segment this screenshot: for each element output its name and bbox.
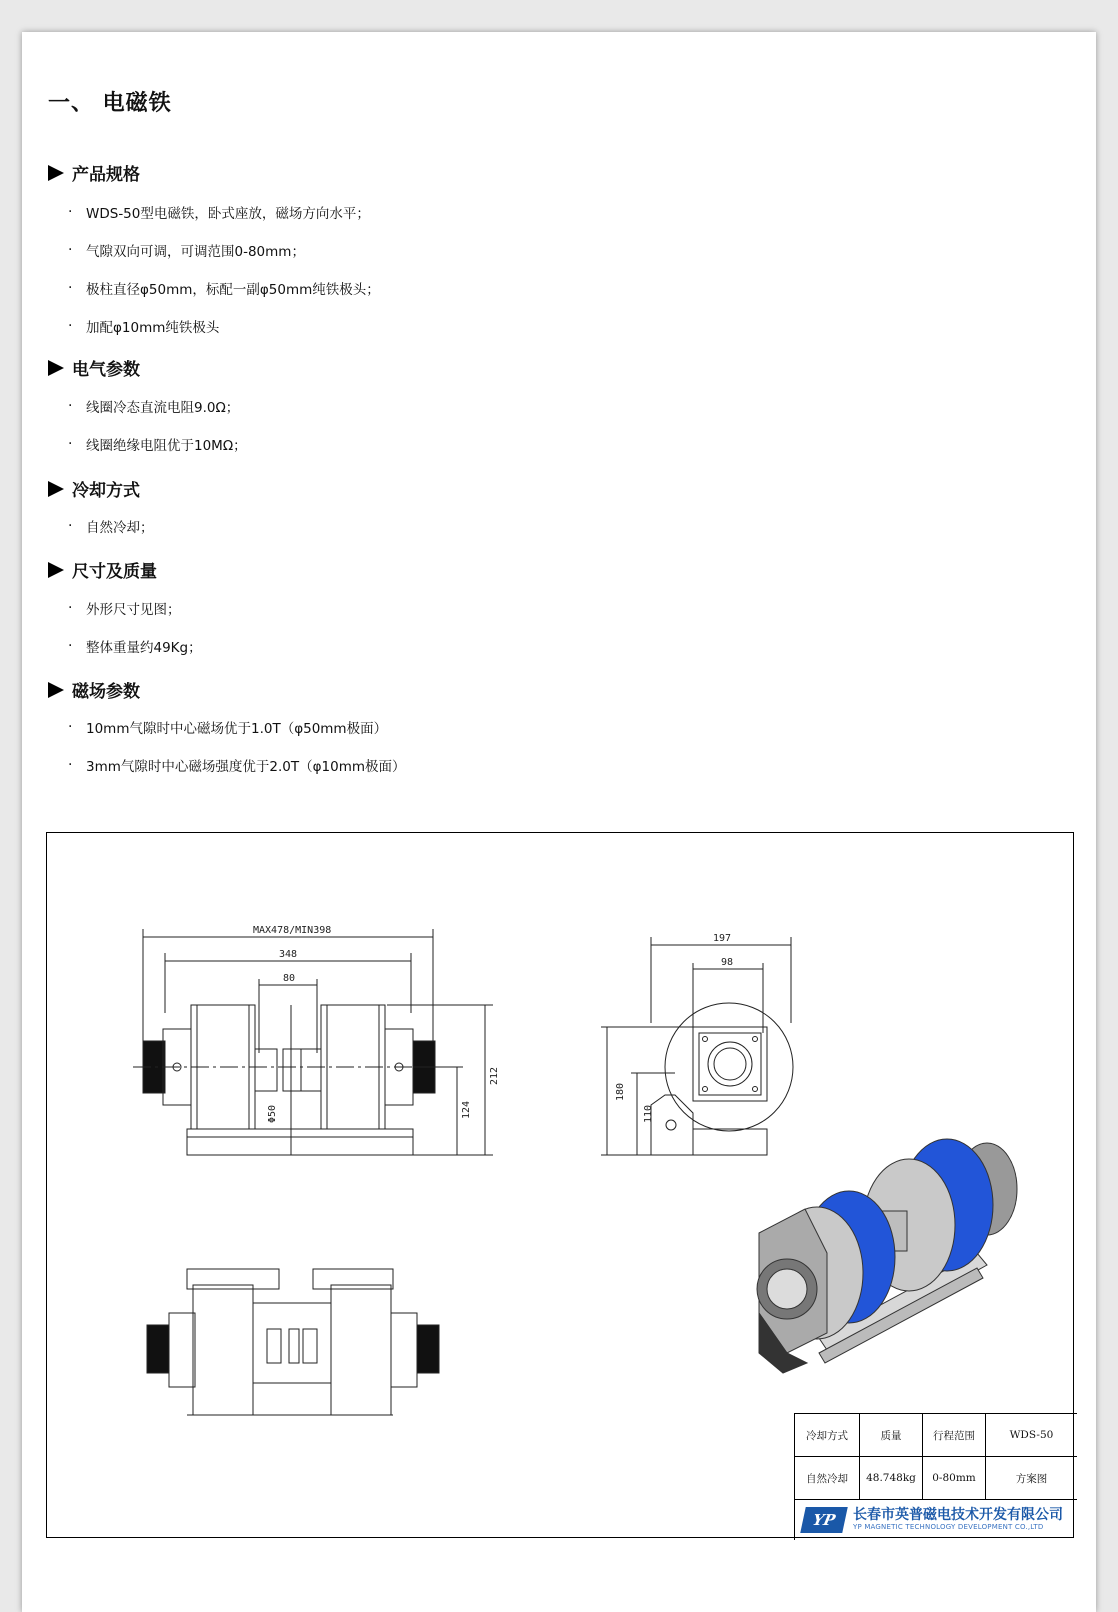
title-block bbox=[794, 1413, 1077, 1540]
list-item: · WDS-50型电磁铁，卧式座放，磁场方向水平； bbox=[68, 204, 370, 222]
company-logo bbox=[795, 1500, 1077, 1540]
list-item: · 10mm气隙时中心磁场优于1.0T（φ50mm极面） bbox=[68, 719, 388, 737]
dim-110: 110 bbox=[643, 1104, 654, 1123]
section-title-size: 尺寸及质量 bbox=[48, 557, 157, 582]
tb-cell-drawing-type: 方案图 bbox=[1015, 1472, 1048, 1485]
front-view bbox=[133, 929, 493, 1155]
section-title-cooling: 冷却方式 bbox=[48, 476, 140, 501]
engineering-drawing bbox=[46, 832, 1074, 1538]
tb-cell-range-label: 行程范围 bbox=[923, 1414, 986, 1456]
company-badge-icon: YP bbox=[800, 1507, 848, 1533]
dim-180: 180 bbox=[615, 1082, 626, 1101]
dim-80: 80 bbox=[283, 973, 296, 984]
isometric-render bbox=[757, 1139, 1017, 1373]
list-item: · 外形尺寸见图； bbox=[68, 600, 181, 618]
dim-phi50: Φ50 bbox=[267, 1104, 278, 1123]
tb-cell-range-value: 0-80mm bbox=[923, 1457, 986, 1499]
list-item: · 3mm气隙时中心磁场强度优于2.0T（φ10mm极面） bbox=[68, 757, 406, 775]
dim-98: 98 bbox=[721, 957, 734, 968]
tb-cell-mass-label: 质量 bbox=[860, 1414, 923, 1456]
title-block-row bbox=[795, 1414, 1077, 1457]
tb-cell-cooling-value: 自然冷却 bbox=[795, 1457, 860, 1499]
dim-124: 124 bbox=[461, 1100, 472, 1119]
list-item: · 气隙双向可调，可调范围0-80mm； bbox=[68, 242, 305, 260]
section-title-field: 磁场参数 bbox=[48, 677, 140, 702]
tb-cell-model: WDS-50 bbox=[1009, 1429, 1054, 1441]
triangle-bullet-icon bbox=[48, 682, 64, 698]
triangle-bullet-icon bbox=[48, 562, 64, 578]
list-item: · 加配φ10mm纯铁极头 bbox=[68, 318, 220, 336]
triangle-bullet-icon bbox=[48, 481, 64, 497]
tb-cell-cooling-label: 冷却方式 bbox=[795, 1414, 860, 1456]
list-item: · 自然冷却； bbox=[68, 518, 154, 536]
company-name-en: YP MAGNETIC TECHNOLOGY DEVELOPMENT CO.,LTD bbox=[853, 1522, 1044, 1531]
dim-197: 197 bbox=[713, 933, 732, 944]
dim-348: 348 bbox=[279, 949, 298, 960]
side-view bbox=[601, 937, 793, 1155]
list-item: · 极柱直径φ50mm，标配一副φ50mm纯铁极头； bbox=[68, 280, 380, 298]
list-item: · 整体重量约49Kg； bbox=[68, 638, 202, 656]
document-page bbox=[22, 32, 1096, 1612]
dim-max-min: MAX478/MIN398 bbox=[253, 925, 332, 936]
page-heading: 一、 电磁铁 bbox=[48, 91, 172, 116]
list-item: · 线圈绝缘电阻优于10MΩ； bbox=[68, 436, 247, 454]
section-title-electrical: 电气参数 bbox=[48, 355, 140, 380]
dim-212: 212 bbox=[489, 1066, 500, 1085]
triangle-bullet-icon bbox=[48, 360, 64, 376]
top-view bbox=[147, 1269, 439, 1415]
tb-cell-mass-value: 48.748kg bbox=[860, 1457, 923, 1499]
triangle-bullet-icon bbox=[48, 165, 64, 181]
section-title-spec: 产品规格 bbox=[48, 160, 140, 185]
list-item: · 线圈冷态直流电阻9.0Ω； bbox=[68, 398, 240, 416]
company-name-cn: 长春市英普磁电技术开发有限公司 bbox=[853, 1507, 1063, 1524]
title-block-row bbox=[795, 1457, 1077, 1500]
